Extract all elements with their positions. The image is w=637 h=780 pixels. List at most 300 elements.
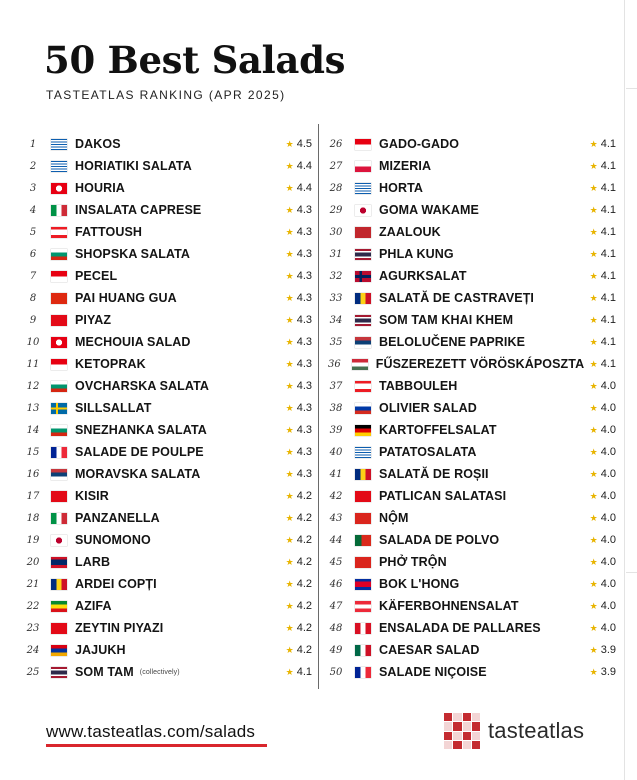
flag-th-icon [355,249,371,260]
star-icon: ★ [589,248,598,259]
flag-am-icon [51,645,67,656]
dish-name-text: HORIATIKI SALATA [75,159,192,173]
dish-name-text: PHỞ TRỘN [379,555,447,569]
dish-name-text: SALATĂ DE CASTRAVEȚI [379,291,535,305]
rank-number: 35 [329,336,343,348]
rating-value: 4.3 [296,380,312,392]
rating-value: 4.1 [600,160,616,172]
link-underline [46,744,267,747]
rating [580,182,616,194]
ranking-row[interactable] [322,551,616,573]
dish-name-text: ZEYTIN PIYAZI [75,621,164,635]
rank-number: 32 [329,270,343,282]
flag-kh-icon [355,579,371,590]
dish-name [75,357,272,371]
dish-name-text: SNEZHANKA SALATA [75,423,207,437]
dish-name-text: DAKOS [75,137,121,151]
rating-value: 4.3 [296,204,312,216]
flag-gr-icon [51,139,67,150]
rank-number: 44 [329,534,343,546]
rating [580,600,616,612]
rating [272,446,312,458]
ranking-row[interactable] [322,507,616,529]
flag-ru-icon [355,403,371,414]
dish-name-text: PATLICAN SALATASI [379,489,507,503]
rating [272,468,312,480]
ranking-row[interactable] [322,617,616,639]
ranking-row[interactable] [20,441,312,463]
rating-value: 4.1 [600,270,616,282]
star-icon: ★ [589,270,598,281]
rating [272,138,312,150]
rating-value: 4.1 [600,138,616,150]
dish-name [75,159,272,173]
rank-number: 11 [26,358,40,370]
flag-mx-icon [355,645,371,656]
flag-gr-icon [51,161,67,172]
rating [272,512,312,524]
rating [580,226,616,238]
flag-it-icon [51,205,67,216]
rating-value: 4.3 [296,402,312,414]
dish-name [379,533,580,547]
rank-number: 21 [26,578,40,590]
dish-name [75,181,272,195]
ranking-row[interactable] [20,353,312,375]
ranking-row[interactable] [20,529,312,551]
rating [272,160,312,172]
dish-name-text: SALADA DE POLVO [379,533,500,547]
dish-name [75,423,272,437]
rating-value: 4.0 [600,490,616,502]
ranking-row[interactable] [20,595,312,617]
rank-number: 18 [26,512,40,524]
rating-value: 4.0 [600,424,616,436]
rating [580,292,616,304]
star-icon: ★ [589,666,598,677]
dish-name [75,203,272,217]
star-icon: ★ [589,578,598,589]
rank-number: 12 [26,380,40,392]
rank-number: 49 [329,644,343,656]
rating [272,380,312,392]
rating-value: 4.2 [296,622,312,634]
ranking-list-left [20,133,312,683]
rating [272,666,312,678]
flag-vn-icon [355,513,371,524]
rating [580,424,616,436]
rating [580,160,616,172]
rating-value: 4.0 [600,556,616,568]
star-icon: ★ [589,292,598,303]
dish-name [379,621,580,635]
ranking-row[interactable] [20,463,312,485]
ranking-row[interactable] [20,617,312,639]
flag-tr-icon [51,491,67,502]
dish-name-text: ZAALOUK [379,225,441,239]
rating [272,600,312,612]
dish-name-text: FŰSZEREZETT VÖRÖSKÁPOSZTA [375,357,585,371]
flag-de-icon [355,425,371,436]
ranking-row[interactable] [20,551,312,573]
dish-name-text: SOM TAM [75,665,134,679]
dish-name-text: KISIR [75,489,109,503]
dish-name [75,225,272,239]
dish-name-text: OVCHARSKA SALATA [75,379,210,393]
dish-name [379,225,580,239]
ranking-row[interactable] [20,287,312,309]
rank-number: 34 [329,314,343,326]
star-icon: ★ [285,446,294,457]
ranking-row[interactable] [322,661,616,683]
dish-name [379,423,580,437]
flag-hu-icon [352,359,368,370]
dish-name [75,269,272,283]
dish-name [379,665,580,679]
rank-number: 22 [26,600,40,612]
ranking-row[interactable] [20,199,312,221]
flag-id-icon [51,359,67,370]
dish-name [75,511,272,525]
rating-value: 4.0 [600,446,616,458]
dish-name [75,401,272,415]
dish-name-text: PANZANELLA [75,511,160,525]
flag-tn-icon [51,183,67,194]
rating [580,490,616,502]
ranking-row[interactable] [322,639,616,661]
dish-name-text: SHOPSKA SALATA [75,247,191,261]
flag-tn-icon [51,337,67,348]
rating [580,666,616,678]
rank-number: 9 [29,314,37,326]
star-icon: ★ [589,226,598,237]
rating-value: 4.2 [296,578,312,590]
dish-name-text: KARTOFFELSALAT [379,423,497,437]
flag-gr-icon [355,183,371,194]
flag-id-icon [355,139,371,150]
flag-jp-icon [355,205,371,216]
dish-name-text: GOMA WAKAME [379,203,479,217]
rank-number: 24 [26,644,40,656]
dish-name-text: INSALATA CAPRESE [75,203,202,217]
dish-name-text: AZIFA [75,599,112,613]
rank-number: 46 [329,578,343,590]
star-icon: ★ [285,600,294,611]
rank-number: 27 [329,160,343,172]
dish-name [75,577,272,591]
rating-value: 4.0 [600,534,616,546]
tasteatlas-grid-logo-icon [444,713,480,749]
flag-lb-icon [51,227,67,238]
dish-name-text: HOURIA [75,181,125,195]
ranking-row[interactable] [20,661,312,683]
rank-number: 8 [29,292,37,304]
ranking-row[interactable] [20,639,312,661]
ranking-row[interactable] [20,331,312,353]
rating [272,644,312,656]
ranking-row[interactable] [322,485,616,507]
dish-name-text: AGURKSALAT [379,269,467,283]
rating [580,336,616,348]
dish-name-text: OLIVIER SALAD [379,401,477,415]
star-icon: ★ [589,358,598,369]
dish-name-text: PAI HUANG GUA [75,291,177,305]
rating-value: 4.2 [296,600,312,612]
rating-value: 4.1 [600,292,616,304]
star-icon: ★ [589,336,598,347]
rank-number: 48 [329,622,343,634]
rating [580,204,616,216]
frame-tick [626,88,637,89]
star-icon: ★ [589,490,598,501]
ranking-row[interactable] [322,133,616,155]
rating [272,556,312,568]
rank-number: 37 [329,380,343,392]
flag-th-icon [355,315,371,326]
rating-value: 4.1 [600,336,616,348]
dish-name-text: PATATOSALATA [379,445,477,459]
flag-ro-icon [51,579,67,590]
flag-pe-icon [355,623,371,634]
dish-name [379,467,580,481]
star-icon: ★ [285,402,294,413]
dish-name-text: MORAVSKA SALATA [75,467,201,481]
dish-name [75,555,272,569]
dish-name [75,445,272,459]
dish-name [75,665,272,679]
ranking-row[interactable] [20,507,312,529]
ranking-row[interactable] [322,529,616,551]
rank-number: 17 [26,490,40,502]
ranking-row[interactable] [322,177,616,199]
flag-pt-icon [355,535,371,546]
ranking-row[interactable] [322,353,616,375]
ranking-row[interactable] [322,463,616,485]
ranking-row[interactable] [322,595,616,617]
rank-number: 43 [329,512,343,524]
rank-number: 16 [26,468,40,480]
rating-value: 3.9 [600,666,616,678]
dish-name [75,489,272,503]
dish-name [75,599,272,613]
ranking-row[interactable] [322,573,616,595]
flag-cn-icon [51,293,67,304]
rating-value: 4.3 [296,314,312,326]
ranking-row[interactable] [20,397,312,419]
dish-name-text: CAESAR SALAD [379,643,480,657]
star-icon: ★ [285,138,294,149]
dish-name [379,203,580,217]
flag-at-icon [355,601,371,612]
rating [272,336,312,348]
rank-number: 36 [327,358,341,370]
dish-name-text: SALADE NIÇOISE [379,665,487,679]
star-icon: ★ [285,644,294,655]
rank-number: 15 [26,446,40,458]
rating-value: 4.1 [600,204,616,216]
flag-no-icon [355,271,371,282]
rating-value: 4.0 [600,380,616,392]
dish-name-text: GADO-GADO [379,137,460,151]
dish-name [75,467,272,481]
flag-it-icon [51,513,67,524]
ranking-row[interactable] [322,155,616,177]
dish-name-text: SILLSALLAT [75,401,152,415]
ranking-row[interactable] [322,331,616,353]
rank-number: 23 [26,622,40,634]
flag-vn-icon [355,557,371,568]
flag-la-icon [51,557,67,568]
dish-name-text: SOM TAM KHAI KHEM [379,313,514,327]
ranking-row[interactable] [20,485,312,507]
ranking-row[interactable] [322,397,616,419]
rating-value: 4.1 [600,226,616,238]
rank-number: 5 [29,226,37,238]
star-icon: ★ [589,600,598,611]
flag-ro-icon [355,469,371,480]
flag-tr-icon [51,315,67,326]
dish-name-text: SALADE DE POULPE [75,445,204,459]
rating-value: 4.0 [600,402,616,414]
dish-name-text: MECHOUIA SALAD [75,335,191,349]
rating-value: 4.3 [296,358,312,370]
rank-number: 4 [29,204,37,216]
tasteatlas-logo[interactable] [444,713,584,749]
ranking-row[interactable] [20,177,312,199]
dish-name-text: KETOPRAK [75,357,146,371]
ranking-row[interactable] [322,287,616,309]
dish-name [379,511,580,525]
flag-fr-icon [355,667,371,678]
ranking-row[interactable] [20,309,312,331]
star-icon: ★ [285,622,294,633]
rating-value: 4.2 [296,512,312,524]
rating-value: 4.3 [296,226,312,238]
ranking-row[interactable] [20,265,312,287]
rating [580,402,616,414]
ranking-row[interactable] [322,441,616,463]
dish-name-text: MIZERIA [379,159,432,173]
flag-tr-icon [51,623,67,634]
star-icon: ★ [285,292,294,303]
ranking-row[interactable] [20,573,312,595]
star-icon: ★ [285,666,294,677]
rating-value: 4.2 [296,490,312,502]
rating [272,534,312,546]
ranking-row[interactable] [20,133,312,155]
star-icon: ★ [285,556,294,567]
flag-bg-icon [51,381,67,392]
dish-name [75,291,272,305]
rating [272,402,312,414]
star-icon: ★ [589,534,598,545]
rating-value: 4.3 [296,468,312,480]
flag-rs-icon [51,469,67,480]
rating [580,512,616,524]
dish-name-text: FATTOUSH [75,225,143,239]
ranking-row[interactable] [322,221,616,243]
ranking-row[interactable] [20,375,312,397]
dish-name [75,643,272,657]
rank-number: 38 [329,402,343,414]
ranking-row[interactable] [20,419,312,441]
rating-value: 4.2 [296,534,312,546]
dish-name-text: PIYAZ [75,313,112,327]
dish-name [75,335,272,349]
dish-name-text: TABBOULEH [379,379,458,393]
rank-number: 10 [26,336,40,348]
ranking-row[interactable] [20,155,312,177]
ranking-list-right [322,133,616,683]
flag-ro-icon [355,293,371,304]
dish-name [379,269,580,283]
dish-name [376,357,585,371]
flag-se-icon [51,403,67,414]
star-icon: ★ [285,534,294,545]
star-icon: ★ [285,424,294,435]
rating [580,556,616,568]
ranking-row[interactable] [322,199,616,221]
ranking-row[interactable] [20,243,312,265]
star-icon: ★ [589,644,598,655]
dish-name [379,247,580,261]
star-icon: ★ [589,314,598,325]
dish-name-text: HORTA [379,181,424,195]
star-icon: ★ [589,182,598,193]
dish-name [379,335,580,349]
rating-value: 4.0 [600,468,616,480]
rank-number: 50 [329,666,343,678]
rating-value: 4.5 [296,138,312,150]
ranking-row[interactable] [322,265,616,287]
dish-name-text: LARB [75,555,111,569]
rank-number: 39 [329,424,343,436]
ranking-row[interactable] [322,309,616,331]
star-icon: ★ [589,512,598,523]
star-icon: ★ [285,468,294,479]
ranking-row[interactable] [322,375,616,397]
rating-value: 3.9 [600,644,616,656]
dish-name [75,137,272,151]
page-title: 50 Best Salads [44,38,346,82]
ranking-row[interactable] [20,221,312,243]
rating [580,622,616,634]
star-icon: ★ [589,380,598,391]
flag-bg-icon [51,249,67,260]
dish-name-text: SUNOMONO [75,533,151,547]
rating-value: 4.4 [296,160,312,172]
flag-rs-icon [355,337,371,348]
rating [272,358,312,370]
website-link[interactable]: www.tasteatlas.com/salads [46,722,256,741]
ranking-row[interactable] [322,243,616,265]
rank-number: 28 [329,182,343,194]
ranking-row[interactable] [322,419,616,441]
dish-name [379,555,580,569]
dish-name-text: PHLA KUNG [379,247,454,261]
rank-number: 13 [26,402,40,414]
dish-name [75,379,272,393]
star-icon: ★ [589,138,598,149]
dish-name-text: BELOLUČENE PAPRIKE [379,335,526,349]
rating-value: 4.1 [600,248,616,260]
dish-name-text: PECEL [75,269,118,283]
dish-name [379,181,580,195]
rating [580,534,616,546]
star-icon: ★ [589,160,598,171]
star-icon: ★ [285,358,294,369]
dish-name-text: ARDEI COPȚI [75,577,157,591]
